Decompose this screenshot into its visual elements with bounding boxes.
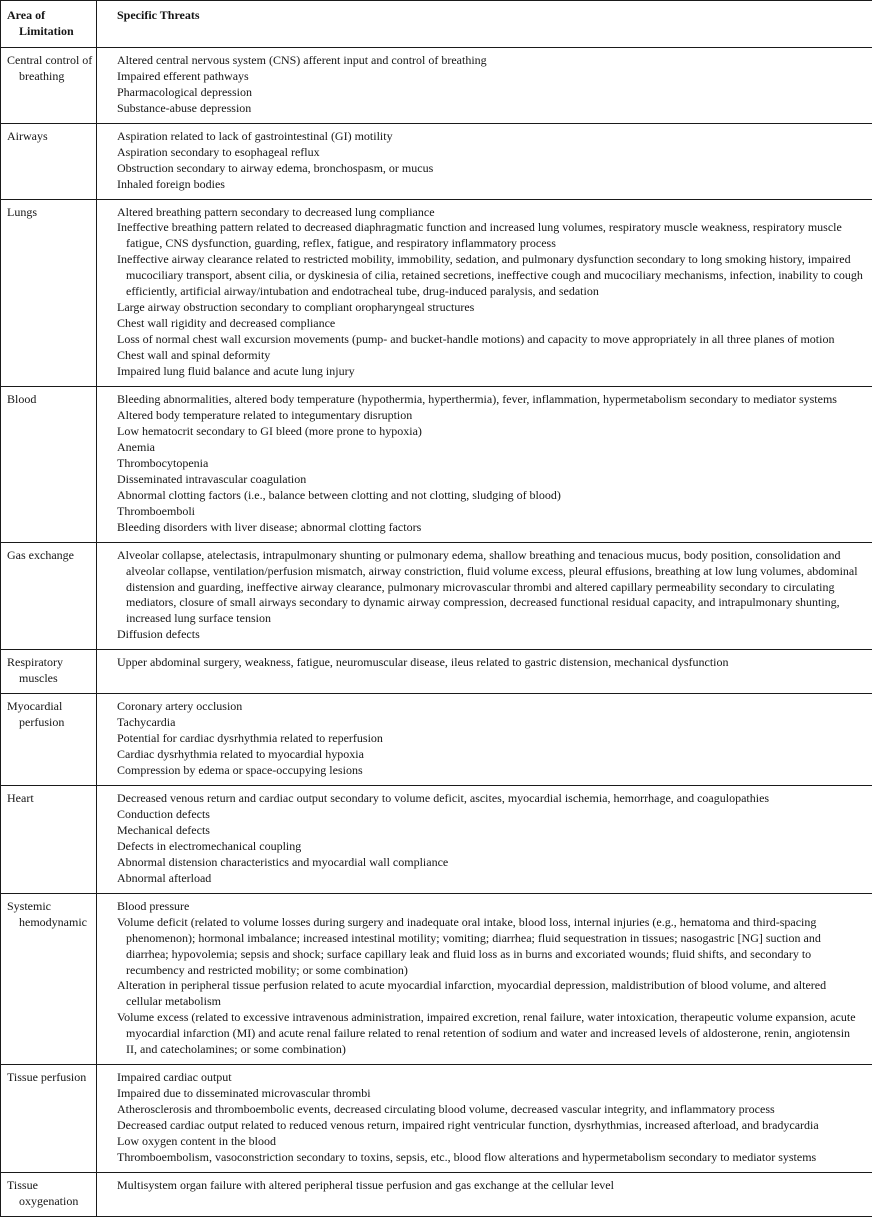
threat-item: Chest wall rigidity and decreased compliance bbox=[117, 316, 864, 332]
threat-item: Ineffective airway clearance related to restricted mobility, immobility, sedation, and pulmonary dysfunction secondary to long smoking history, impaired mucociliary transport, absent cilia, or dyskinesia of cilia, retained secretions, ineffective cough and mucociliary mechanisms, infection, inability to cough efficiently, artificial airway/intubation and endotracheal tube, drug-induced paralysis, and sedation bbox=[117, 252, 864, 300]
threat-item: Potential for cardiac dysrhythmia related to reperfusion bbox=[117, 731, 864, 747]
threat-item: Pharmacological depression bbox=[117, 85, 864, 101]
threat-item: Decreased venous return and cardiac output secondary to volume deficit, ascites, myocardial ischemia, hemorrhage, and coagulopathies bbox=[117, 791, 864, 807]
area-cell bbox=[1, 199, 97, 386]
threat-item: Thromboemboli bbox=[117, 504, 864, 520]
threat-item: Abnormal clotting factors (i.e., balance between clotting and not clotting, sludging of blood) bbox=[117, 488, 864, 504]
table-row-systemic-hemodynamic bbox=[1, 893, 872, 1065]
threat-item: Multisystem organ failure with altered peripheral tissue perfusion and gas exchange at the cellular level bbox=[117, 1178, 864, 1194]
threat-item: Impaired due to disseminated microvascular thrombi bbox=[117, 1086, 864, 1102]
area-cell bbox=[1, 893, 97, 1065]
threats-cell bbox=[97, 387, 872, 543]
area-cell bbox=[1, 387, 97, 543]
area-cell bbox=[1, 123, 97, 199]
table-row-myocardial-perfusion bbox=[1, 694, 872, 786]
threat-item: Bleeding disorders with liver disease; abnormal clotting factors bbox=[117, 520, 864, 536]
threat-item: Coronary artery occlusion bbox=[117, 699, 864, 715]
threats-cell bbox=[97, 1065, 872, 1173]
threats-cell bbox=[97, 47, 872, 123]
area-label: Central control of breathing bbox=[7, 53, 93, 85]
threat-item: Compression by edema or space-occupying lesions bbox=[117, 763, 864, 779]
threats-cell bbox=[97, 123, 872, 199]
area-label: Systemic hemodynamic bbox=[7, 899, 93, 931]
threat-item: Bleeding abnormalities, altered body temperature (hypothermia, hyperthermia), fever, inflammation, hypermetabolism secondary to mediator systems bbox=[117, 392, 864, 408]
threat-item: Disseminated intravascular coagulation bbox=[117, 472, 864, 488]
threat-item: Thromboembolism, vasoconstriction secondary to toxins, sepsis, etc., blood flow alterations and hypermetabolism secondary to mediator systems bbox=[117, 1150, 864, 1166]
threat-item: Blood pressure bbox=[117, 899, 864, 915]
area-label: Tissue perfusion bbox=[7, 1070, 93, 1086]
area-label: Lungs bbox=[7, 205, 93, 221]
table-row-blood bbox=[1, 387, 872, 543]
threat-item: Chest wall and spinal deformity bbox=[117, 348, 864, 364]
threat-item: Substance-abuse depression bbox=[117, 101, 864, 117]
threat-item: Aspiration secondary to esophageal reflux bbox=[117, 145, 864, 161]
threats-cell bbox=[97, 1172, 872, 1216]
threat-item: Alteration in peripheral tissue perfusion related to acute myocardial infarction, myocardial depression, maldistribution of blood volume, and altered cellular metabolism bbox=[117, 978, 864, 1010]
threat-item: Volume excess (related to excessive intravenous administration, impaired excretion, renal failure, water intoxication, therapeutic volume expansion, acute myocardial infarction (MI) and acute renal failure related to renal retention of sodium and water and increased levels of aldosterone, renin, angiotensin II, and catecholamines; or some combination) bbox=[117, 1010, 864, 1058]
threat-item: Diffusion defects bbox=[117, 627, 864, 643]
threats-cell bbox=[97, 650, 872, 694]
table-row-respiratory-muscles bbox=[1, 650, 872, 694]
threat-item: Thrombocytopenia bbox=[117, 456, 864, 472]
threat-item: Impaired cardiac output bbox=[117, 1070, 864, 1086]
threat-item: Loss of normal chest wall excursion movements (pump- and bucket-handle motions) and capacity to move appropriately in all three planes of motion bbox=[117, 332, 864, 348]
threat-item: Conduction defects bbox=[117, 807, 864, 823]
table-row-airways bbox=[1, 123, 872, 199]
column-header-specific-threats: Specific Threats bbox=[97, 1, 872, 48]
threat-item: Defects in electromechanical coupling bbox=[117, 839, 864, 855]
area-cell bbox=[1, 542, 97, 650]
area-label: Blood bbox=[7, 392, 93, 408]
column-header-area-label: Area of Limitation bbox=[7, 8, 92, 40]
threat-item: Large airway obstruction secondary to compliant oropharyngeal structures bbox=[117, 300, 864, 316]
area-cell bbox=[1, 785, 97, 893]
threats-cell bbox=[97, 542, 872, 650]
area-label: Airways bbox=[7, 129, 93, 145]
threat-item: Low oxygen content in the blood bbox=[117, 1134, 864, 1150]
threat-item: Altered central nervous system (CNS) afferent input and control of breathing bbox=[117, 53, 864, 69]
threat-item: Altered body temperature related to integumentary disruption bbox=[117, 408, 864, 424]
threat-item: Impaired lung fluid balance and acute lung injury bbox=[117, 364, 864, 380]
threat-item: Atherosclerosis and thromboembolic events, decreased circulating blood volume, decreased vascular integrity, and inflammatory process bbox=[117, 1102, 864, 1118]
threats-cell bbox=[97, 893, 872, 1065]
area-label: Tissue oxygenation bbox=[7, 1178, 93, 1210]
area-label: Gas exchange bbox=[7, 548, 93, 564]
threat-item: Abnormal distension characteristics and myocardial wall compliance bbox=[117, 855, 864, 871]
area-label: Myocardial perfusion bbox=[7, 699, 93, 731]
table-row-heart bbox=[1, 785, 872, 893]
threat-item: Inhaled foreign bodies bbox=[117, 177, 864, 193]
threat-item: Aspiration related to lack of gastrointestinal (GI) motility bbox=[117, 129, 864, 145]
threat-item: Obstruction secondary to airway edema, bronchospasm, or mucus bbox=[117, 161, 864, 177]
threat-item: Altered breathing pattern secondary to decreased lung compliance bbox=[117, 205, 864, 221]
area-cell bbox=[1, 650, 97, 694]
area-label: Heart bbox=[7, 791, 93, 807]
threat-item: Anemia bbox=[117, 440, 864, 456]
area-cell bbox=[1, 1065, 97, 1173]
threat-item: Impaired efferent pathways bbox=[117, 69, 864, 85]
threats-cell bbox=[97, 785, 872, 893]
threats-cell bbox=[97, 199, 872, 386]
area-cell bbox=[1, 1172, 97, 1216]
table-row-lungs bbox=[1, 199, 872, 386]
area-cell bbox=[1, 47, 97, 123]
threat-item: Volume deficit (related to volume losses during surgery and inadequate oral intake, blood loss, internal injuries (e.g., hematoma and third-spacing phenomenon); hormonal imbalance; increased intestinal motility; vomiting; diarrhea; fluid sequestration in tissues; nasogastric [NG] suction and diarrhea; hypovolemia; sepsis and shock; surface capillary leak and fluid loss as in burns and excoriated wounds; fluid shifts, and secondary to recumbency and restricted mobility; or some combination) bbox=[117, 915, 864, 979]
table-row-tissue-oxygenation bbox=[1, 1172, 872, 1216]
table-row-central-control-of-breathing bbox=[1, 47, 872, 123]
threat-item: Cardiac dysrhythmia related to myocardial hypoxia bbox=[117, 747, 864, 763]
threat-item: Mechanical defects bbox=[117, 823, 864, 839]
area-label: Respiratory muscles bbox=[7, 655, 93, 687]
table-row-gas-exchange bbox=[1, 542, 872, 650]
threat-item: Ineffective breathing pattern related to decreased diaphragmatic function and increased lung volumes, respiratory muscle weakness, respiratory muscle fatigue, CNS dysfunction, guarding, reflex, fatigue, and respiratory inflammatory process bbox=[117, 220, 864, 252]
threat-item: Decreased cardiac output related to reduced venous return, impaired right ventricular function, dysrhythmias, increased afterload, and bradycardia bbox=[117, 1118, 864, 1134]
column-header-area-of-limitation bbox=[1, 1, 97, 48]
table-row-tissue-perfusion bbox=[1, 1065, 872, 1173]
threat-item: Alveolar collapse, atelectasis, intrapulmonary shunting or pulmonary edema, shallow breathing and tenacious mucus, body position, consolidation and alveolar collapse, ventilation/perfusion mismatch, airway constriction, fluid volume excess, pleural effusions, breathing at low lung volumes, abdominal distension and guarding, ineffective airway clearance, pulmonary microvascular thrombi and altered capillary permeability secondary to circulating mediators, closure of small airways secondary to dynamic airway compression, decreased functional residual capacity, and intrapulmonary shunting, increased lung surface tension bbox=[117, 548, 864, 628]
threat-item: Upper abdominal surgery, weakness, fatigue, neuromuscular disease, ileus related to gastric distension, mechanical dysfunction bbox=[117, 655, 864, 671]
header-row bbox=[1, 1, 872, 48]
threat-item: Tachycardia bbox=[117, 715, 864, 731]
threat-item: Abnormal afterload bbox=[117, 871, 864, 887]
area-cell bbox=[1, 694, 97, 786]
threats-cell bbox=[97, 694, 872, 786]
threat-item: Low hematocrit secondary to GI bleed (more prone to hypoxia) bbox=[117, 424, 864, 440]
